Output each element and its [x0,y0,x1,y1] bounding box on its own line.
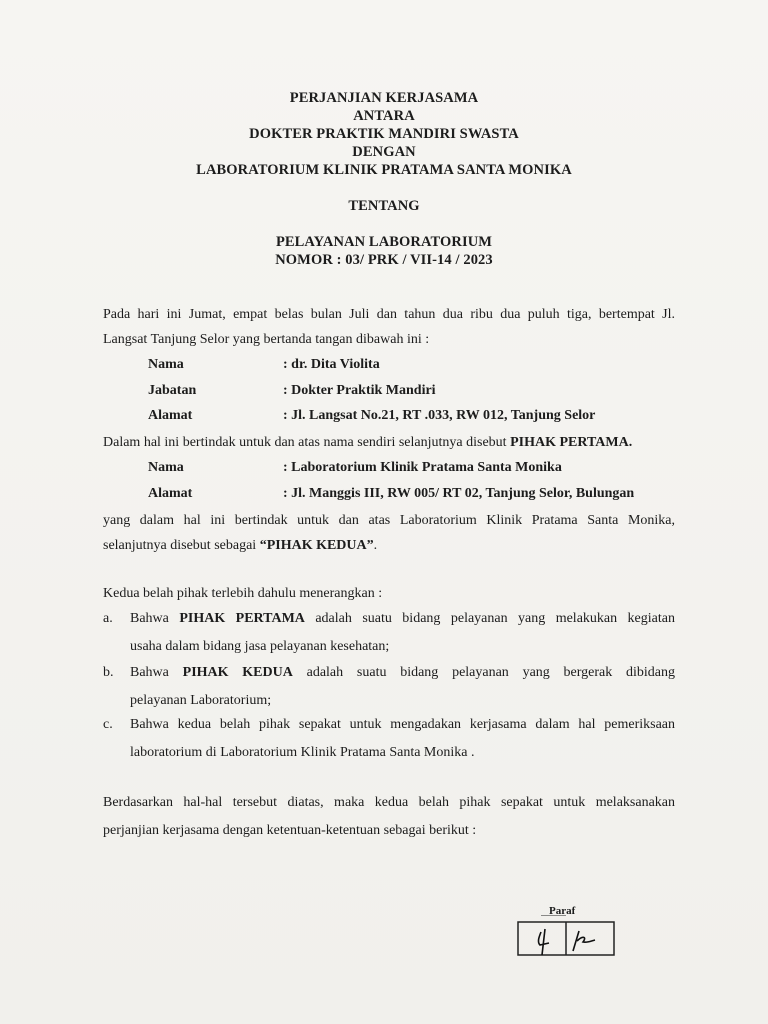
signature-initial-1 [538,929,549,955]
title-line-1: PERJANJIAN KERJASAMA [289,90,479,106]
party2-name-label: Nama [148,460,184,475]
party1-address-value: : Jl. Langsat No.21, RT .033, RW 012, Tanjung Selor [283,408,596,423]
title-line-2: ANTARA [353,108,415,124]
closing-paragraph: Berdasarkan hal-hal tersebut diatas, maka kedua belah pihak sepakat untuk melaksanakan perjanjian kerjasama dengan ketentuan-ketentuan sebagai berikut : [103,795,675,838]
party1-position-value: : Dokter Praktik Mandiri [283,383,436,398]
party1-name-value: : dr. Dita Violita [283,357,380,372]
party1-name-label: Nama [148,357,184,372]
clause-marker: a. [103,611,113,626]
party1-address-label: Alamat [148,408,193,423]
party1-position-label: Jabatan [148,383,197,398]
signature-initial-2 [573,931,595,951]
party2-address-label: Alamat [148,486,193,501]
subject-block [0,233,768,269]
clause-marker: b. [103,665,114,680]
document-page: PERJANJIAN KERJASAMA ANTARA DOKTER PRAKTIK MANDIRI SWASTA DENGAN LABORATORIUM KLINIK PRATAMA SANTA MONIKA TENTANG PELAYANAN LABORATORIUM NOMOR : 03/ PRK / VII-14 / 2023 Pada hari ini Jumat, empat belas bulan Juli dan tahun dua ribu dua puluh tiga, bertempat Jl. Langsat Tanjung Selor yang bertanda tangan dibawah ini : Nama : dr. Dita Violita Jabatan : Dokter Praktik Mandiri Alamat : Jl. Langsat No.21, RT .033, RW 012, Tanjung Selor Dalam hal ini bertindak untuk dan atas nama sendiri selanjutnya disebut PIHAK PERTAMA. Nama : Laboratorium Klinik Pratama Santa Monika Alamat : Jl. Manggis III, RW 005/ RT 02, Tanjung Selor, Bulungan yang dalam hal ini bertindak untuk dan atas Laboratorium Klinik Pratama Santa Monika, selanjutnya disebut sebagai “PIHAK KEDUA”. Kedua belah pihak terlebih dahulu menerangkan : a. Bahwa PIHAK PERTAMA adalah suatu bidang pelayanan yang melakukan kegiatan usaha dalam bidang jasa pelayanan kesehatan; b. Bahwa PIHAK KEDUA adalah suatu bidang pelayanan yang bergerak dibidang pelayanan Laboratorium; c. Bahwa kedua belah pihak sepakat untuk mengadakan kerjasama dalam hal pemeriksaan laboratorium di Laboratorium Klinik Pratama Santa Monika . Berdasarkan hal-hal tersebut diatas, maka kedua belah pihak sepakat untuk melaksanakan perjanjian kerjasama dengan ketentuan-ketentuan sebagai berikut : Paraf [0,0,768,1024]
title-line-5: LABORATORIUM KLINIK PRATAMA SANTA MONIKA [196,162,572,178]
paraf-box [517,915,615,957]
party1-designation: PIHAK PERTAMA. [510,435,633,450]
party2-statement: yang dalam hal ini bertindak untuk dan atas Laboratorium Klinik Pratama Santa Monika, selanjutnya disebut sebagai “PIHAK KEDUA”. [103,513,675,553]
tentang-heading: TENTANG [348,198,420,214]
intro-paragraph: Pada hari ini Jumat, empat belas bulan Juli dan tahun dua ribu dua puluh tiga, bertempat Jl. Langsat Tanjung Selor yang bertanda tangan dibawah ini : [103,307,675,347]
paraf-label: Paraf [549,905,576,917]
preamble: Kedua belah pihak terlebih dahulu menerangkan : [103,586,383,601]
party2-designation: “PIHAK KEDUA” [259,538,374,553]
clause-marker: c. [103,717,113,732]
title-line-4: DENGAN [352,144,416,160]
document-number: NOMOR : 03/ PRK / VII-14 / 2023 [275,252,493,268]
title-line-3: DOKTER PRAKTIK MANDIRI SWASTA [249,126,519,142]
subject-title: PELAYANAN LABORATORIUM [275,234,493,250]
party1-statement: Dalam hal ini bertindak untuk dan atas nama sendiri selanjutnya disebut PIHAK PERTAMA. [103,435,633,450]
party2-address-value: : Jl. Manggis III, RW 005/ RT 02, Tanjung Selor, Bulungan [283,486,635,501]
document-title [0,89,768,179]
party2-name-value: : Laboratorium Klinik Pratama Santa Monika [283,460,562,475]
